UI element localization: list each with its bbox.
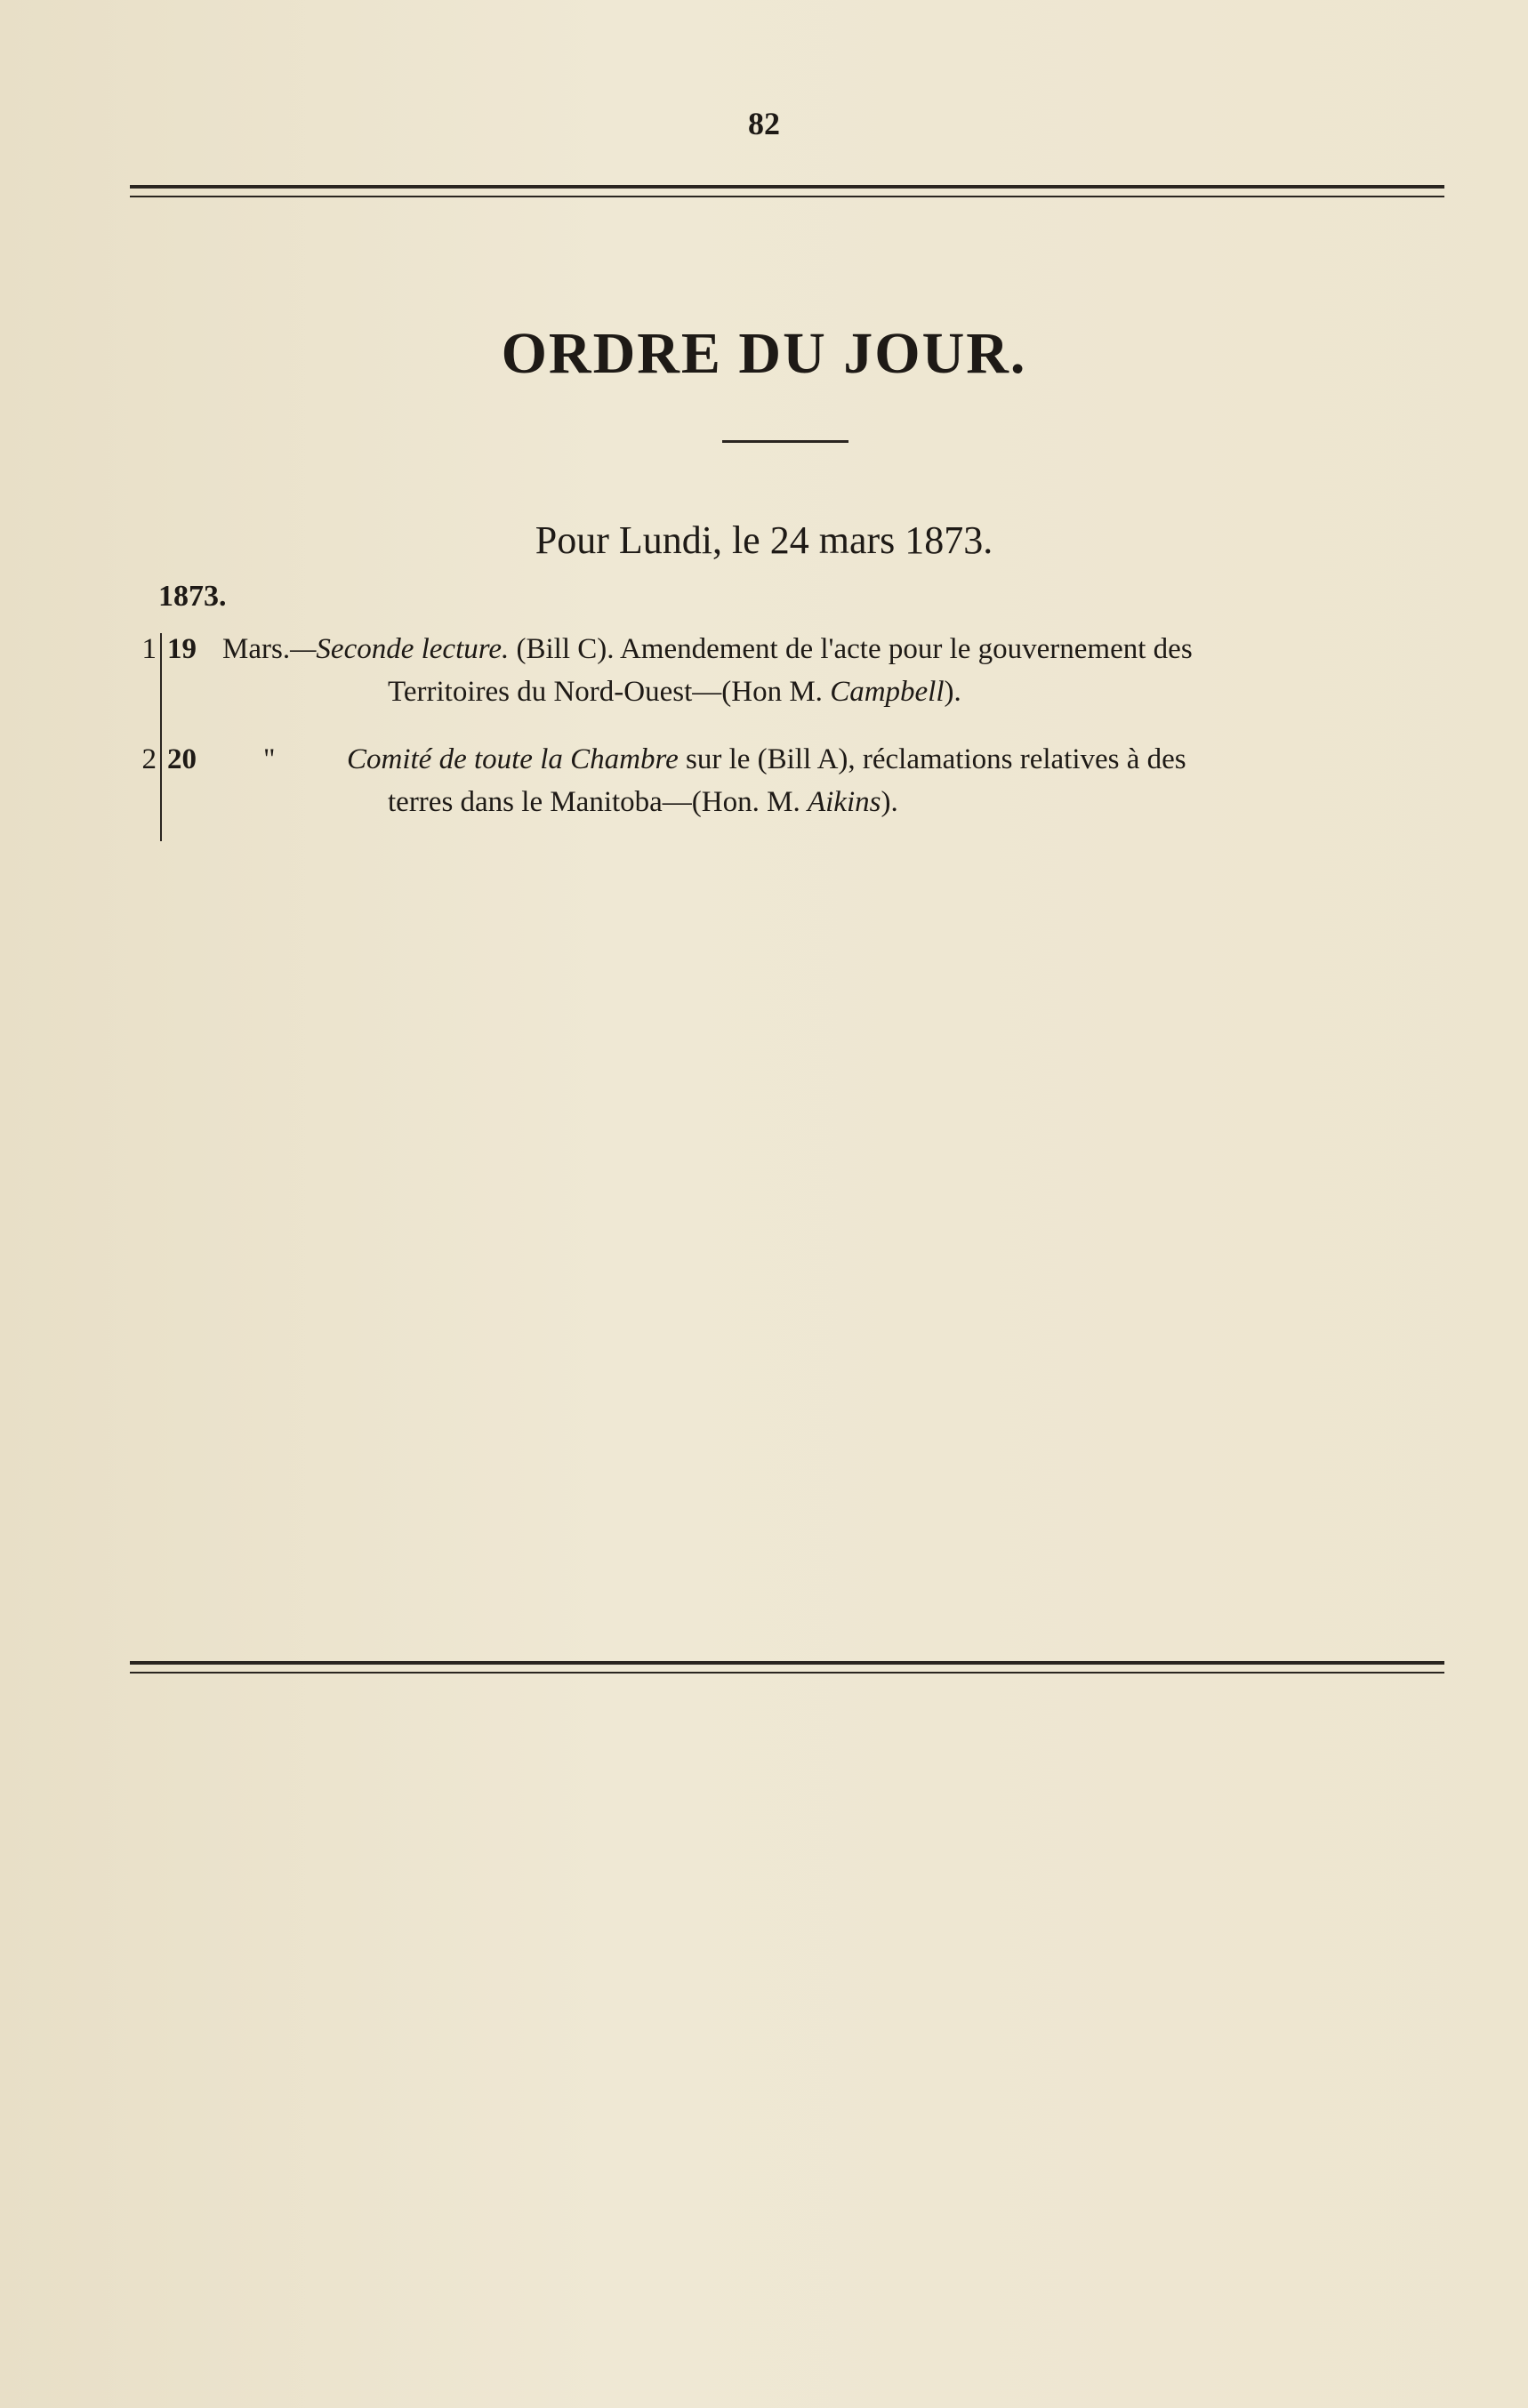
item-line-1 xyxy=(347,738,1186,781)
heading-underline xyxy=(722,440,848,443)
item-line-1 xyxy=(222,628,1193,670)
item-line-2 xyxy=(388,670,961,713)
item-stage: —Seconde lecture. xyxy=(290,633,510,665)
number-column-divider xyxy=(160,633,162,841)
item-description: sur le (Bill A), réclamations relatives à des xyxy=(678,743,1186,775)
subheading-date: Pour Lundi, le 24 mars 1873. xyxy=(535,518,993,562)
year-label: 1873. xyxy=(158,580,227,613)
item-date: 20 xyxy=(167,743,197,775)
item-line-2 xyxy=(388,781,898,823)
item-line2-prefix: terres dans le Manitoba—(Hon. M. xyxy=(388,786,808,818)
item-month: Mars. xyxy=(222,633,291,665)
item-committee: Comité de toute la Chambre xyxy=(347,743,679,775)
item-number: 2 xyxy=(141,743,157,775)
item-member: Aikins xyxy=(807,786,881,818)
top-double-rule xyxy=(130,185,1444,197)
item-line2-prefix: Territoires du Nord-Ouest—(Hon M. xyxy=(388,676,831,708)
item-description: (Bill C). Amendement de l'acte pour le gouvernement des xyxy=(509,633,1193,665)
item-number: 1 xyxy=(141,633,157,665)
item-line2-suffix: ). xyxy=(944,676,961,708)
page-heading: ORDRE DU JOUR. xyxy=(501,321,1027,386)
bottom-double-rule xyxy=(130,1661,1444,1674)
page-number: 82 xyxy=(748,106,780,141)
item-member: Campbell xyxy=(830,676,945,708)
item-line2-suffix: ). xyxy=(881,786,898,818)
item-date: 19 xyxy=(167,633,197,665)
ditto-mark: " xyxy=(263,743,276,775)
